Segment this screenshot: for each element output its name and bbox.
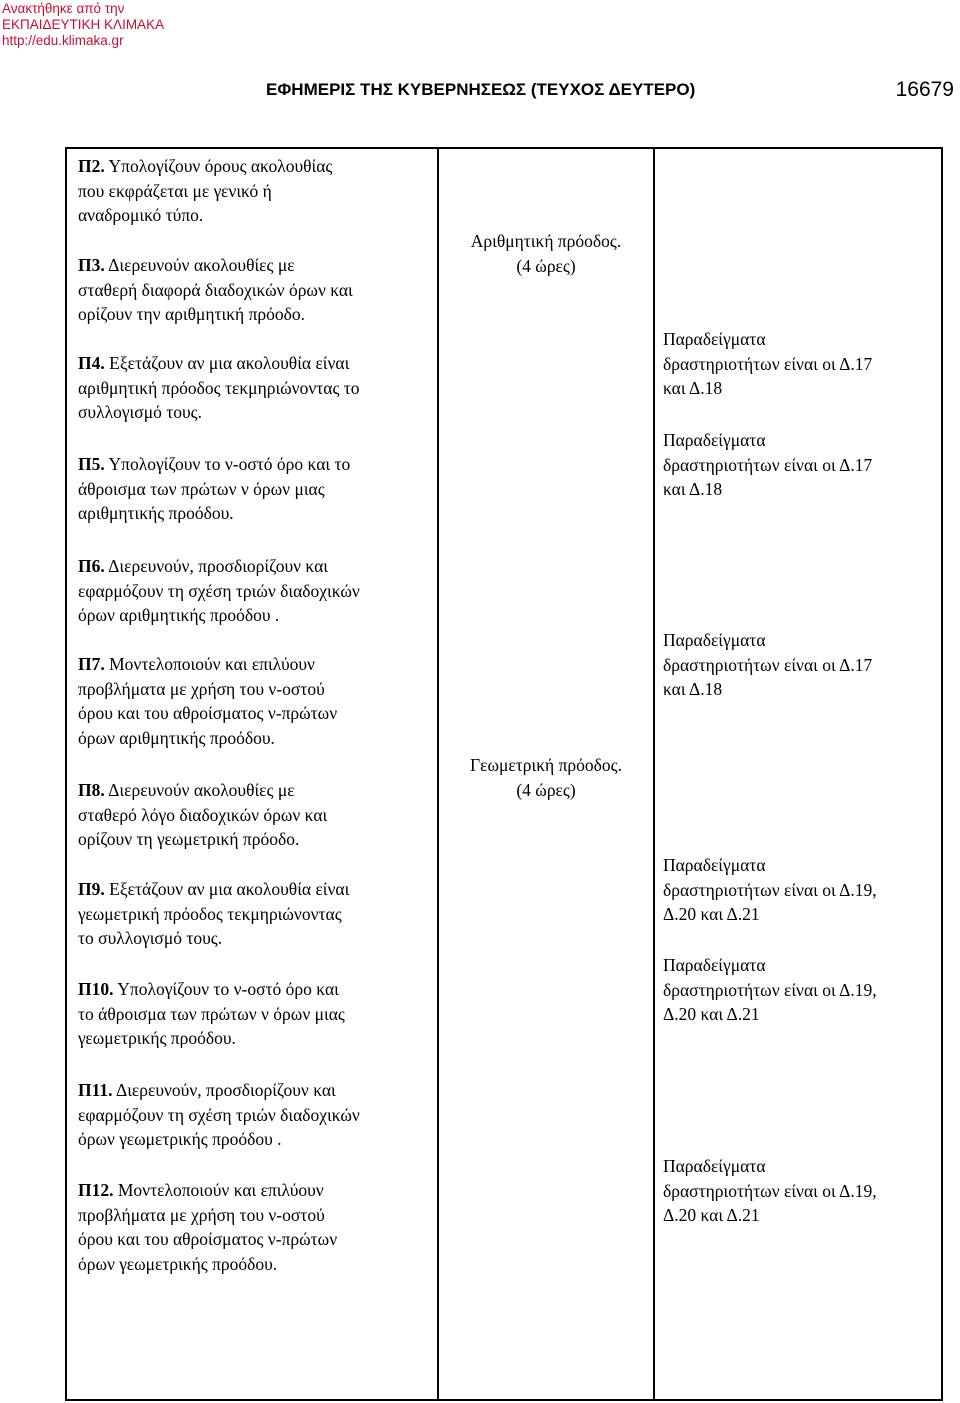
objective-line: το συλλογισμό τους.	[78, 928, 223, 949]
objective-p12	[78, 1178, 438, 1277]
objective-line: όρου και του αθροίσματος ν-πρώτων	[78, 1229, 338, 1250]
objective-code: Π9.	[78, 879, 105, 899]
topic-duration: (4 ώρες)	[516, 779, 576, 800]
activity-line: Δ.20 και Δ.21	[663, 904, 760, 925]
objective-line: Υπολογίζουν το ν-οστό όρο και το	[108, 454, 351, 474]
objective-p10	[78, 977, 438, 1051]
objective-line: γεωμετρική πρόοδος τεκμηριώνοντας	[78, 903, 342, 924]
objective-p6	[78, 554, 438, 628]
activity-line: Παραδείγματα	[663, 430, 766, 450]
objective-line: Υπολογίζουν το ν-οστό όρο και	[117, 979, 339, 999]
watermark-link[interactable]: http://edu.klimaka.gr	[2, 33, 124, 48]
page-number: 16679	[895, 78, 954, 101]
activity-line: και Δ.18	[663, 378, 723, 399]
objective-code: Π2.	[78, 156, 105, 176]
objective-line: Μοντελοποιούν και επιλύουν	[117, 1180, 324, 1200]
activity-note	[663, 1154, 953, 1228]
objective-line: το άθροισμα των πρώτων ν όρων μιας	[78, 1003, 345, 1024]
objective-p11	[78, 1078, 438, 1152]
objective-code: Π5.	[78, 454, 105, 474]
objective-line: εφαρμόζουν τη σχέση τριών διαδοχικών	[78, 580, 360, 601]
objective-line: αναδρομικό τύπο.	[78, 205, 204, 226]
objective-code: Π8.	[78, 780, 105, 800]
activity-note	[663, 953, 953, 1027]
objective-line: αριθμητικής προόδου.	[78, 503, 234, 524]
journal-title: ΕΦΗΜΕΡΙΣ ΤΗΣ ΚΥΒΕΡΝΗΣΕΩΣ (ΤΕΥΧΟΣ ΔΕΥΤΕΡΟ)	[266, 80, 696, 99]
objective-code: Π7.	[78, 654, 105, 674]
objective-line: Μοντελοποιούν και επιλύουν	[109, 654, 315, 674]
activity-line: Παραδείγματα	[663, 630, 766, 650]
objective-p3	[78, 253, 438, 327]
objective-code: Π12.	[78, 1180, 114, 1200]
topic-arithmetic-progression	[442, 229, 650, 278]
activity-line: Παραδείγματα	[663, 955, 766, 975]
objective-line: αριθμητική πρόοδος τεκμηριώνοντας το	[78, 377, 360, 398]
activity-note	[663, 327, 953, 401]
activity-line: δραστηριοτήτων είναι οι Δ.17	[663, 454, 873, 475]
activity-note	[663, 428, 953, 502]
objective-code: Π3.	[78, 255, 105, 275]
activity-line: δραστηριοτήτων είναι οι Δ.17	[663, 654, 873, 675]
objective-p4	[78, 351, 438, 425]
watermark-line: ΕΚΠΑΙΔΕΥΤΙΚΗ ΚΛΙΜΑΚΑ	[2, 17, 165, 32]
activity-line: Δ.20 και Δ.21	[663, 1004, 760, 1025]
activity-line: και Δ.18	[663, 679, 723, 700]
activity-line: Παραδείγματα	[663, 855, 766, 875]
objective-line: άθροισμα των πρώτων ν όρων μιας	[78, 478, 325, 499]
watermark	[2, 1, 164, 49]
objective-line: Διερευνούν ακολουθίες με	[108, 255, 295, 275]
objective-line: ορίζουν τη γεωμετρική πρόοδο.	[78, 829, 300, 850]
column-divider	[653, 147, 655, 1401]
objective-code: Π6.	[78, 556, 105, 576]
objective-code: Π11.	[78, 1080, 113, 1100]
objective-line: που εκφράζεται με γενικό ή	[78, 180, 272, 201]
objective-line: Διερευνούν, προσδιορίζουν και	[108, 556, 328, 576]
objective-line: Διερευνούν ακολουθίες με	[108, 780, 295, 800]
objective-line: όρων γεωμετρικής προόδου .	[78, 1129, 282, 1150]
objective-line: Εξετάζουν αν μια ακολουθία είναι	[109, 879, 350, 899]
objective-code: Π4.	[78, 353, 105, 373]
topic-duration: (4 ώρες)	[516, 255, 576, 276]
objective-line: Διερευνούν, προσδιορίζουν και	[115, 1080, 336, 1100]
activity-note	[663, 853, 953, 927]
objective-line: όρων γεωμετρικής προόδου.	[78, 1254, 278, 1275]
objective-line: Υπολογίζουν όρους ακολουθίας	[108, 156, 333, 176]
activity-line: και Δ.18	[663, 479, 723, 500]
activity-line: Παραδείγματα	[663, 329, 766, 349]
page-header	[0, 80, 960, 104]
objective-line: όρων αριθμητικής προόδου.	[78, 728, 275, 749]
watermark-line: Ανακτήθηκε από την	[2, 1, 125, 16]
objective-p2	[78, 154, 438, 228]
objective-line: προβλήματα με χρήση του ν-οστού	[78, 678, 325, 699]
objective-line: ορίζουν την αριθμητική πρόοδο.	[78, 304, 306, 325]
topic-title: Αριθμητική πρόοδος.	[470, 231, 622, 251]
topic-geometric-progression	[442, 753, 650, 802]
objective-p5	[78, 452, 438, 526]
objective-line: προβλήματα με χρήση του ν-οστού	[78, 1204, 325, 1225]
objective-line: Εξετάζουν αν μια ακολουθία είναι	[109, 353, 350, 373]
activity-note	[663, 628, 953, 702]
activity-line: δραστηριοτήτων είναι οι Δ.19,	[663, 879, 877, 900]
objective-p7	[78, 652, 438, 751]
objective-line: όρων αριθμητικής προόδου .	[78, 605, 280, 626]
activity-line: δραστηριοτήτων είναι οι Δ.19,	[663, 1180, 877, 1201]
objective-line: εφαρμόζουν τη σχέση τριών διαδοχικών	[78, 1104, 360, 1125]
activity-line: Δ.20 και Δ.21	[663, 1205, 760, 1226]
objective-p9	[78, 877, 438, 951]
objective-line: όρου και του αθροίσματος ν-πρώτων	[78, 703, 338, 724]
objective-line: συλλογισμό τους.	[78, 402, 202, 423]
objective-line: σταθερό λόγο διαδοχικών όρων και	[78, 804, 328, 825]
activity-line: δραστηριοτήτων είναι οι Δ.17	[663, 353, 873, 374]
objective-p8	[78, 778, 438, 852]
activity-line: δραστηριοτήτων είναι οι Δ.19,	[663, 979, 877, 1000]
topic-title: Γεωμετρική πρόοδος.	[470, 755, 622, 775]
activity-line: Παραδείγματα	[663, 1156, 766, 1176]
objective-code: Π10.	[78, 979, 114, 999]
objective-line: σταθερή διαφορά διαδοχικών όρων και	[78, 279, 353, 300]
objective-line: γεωμετρικής προόδου.	[78, 1028, 236, 1049]
